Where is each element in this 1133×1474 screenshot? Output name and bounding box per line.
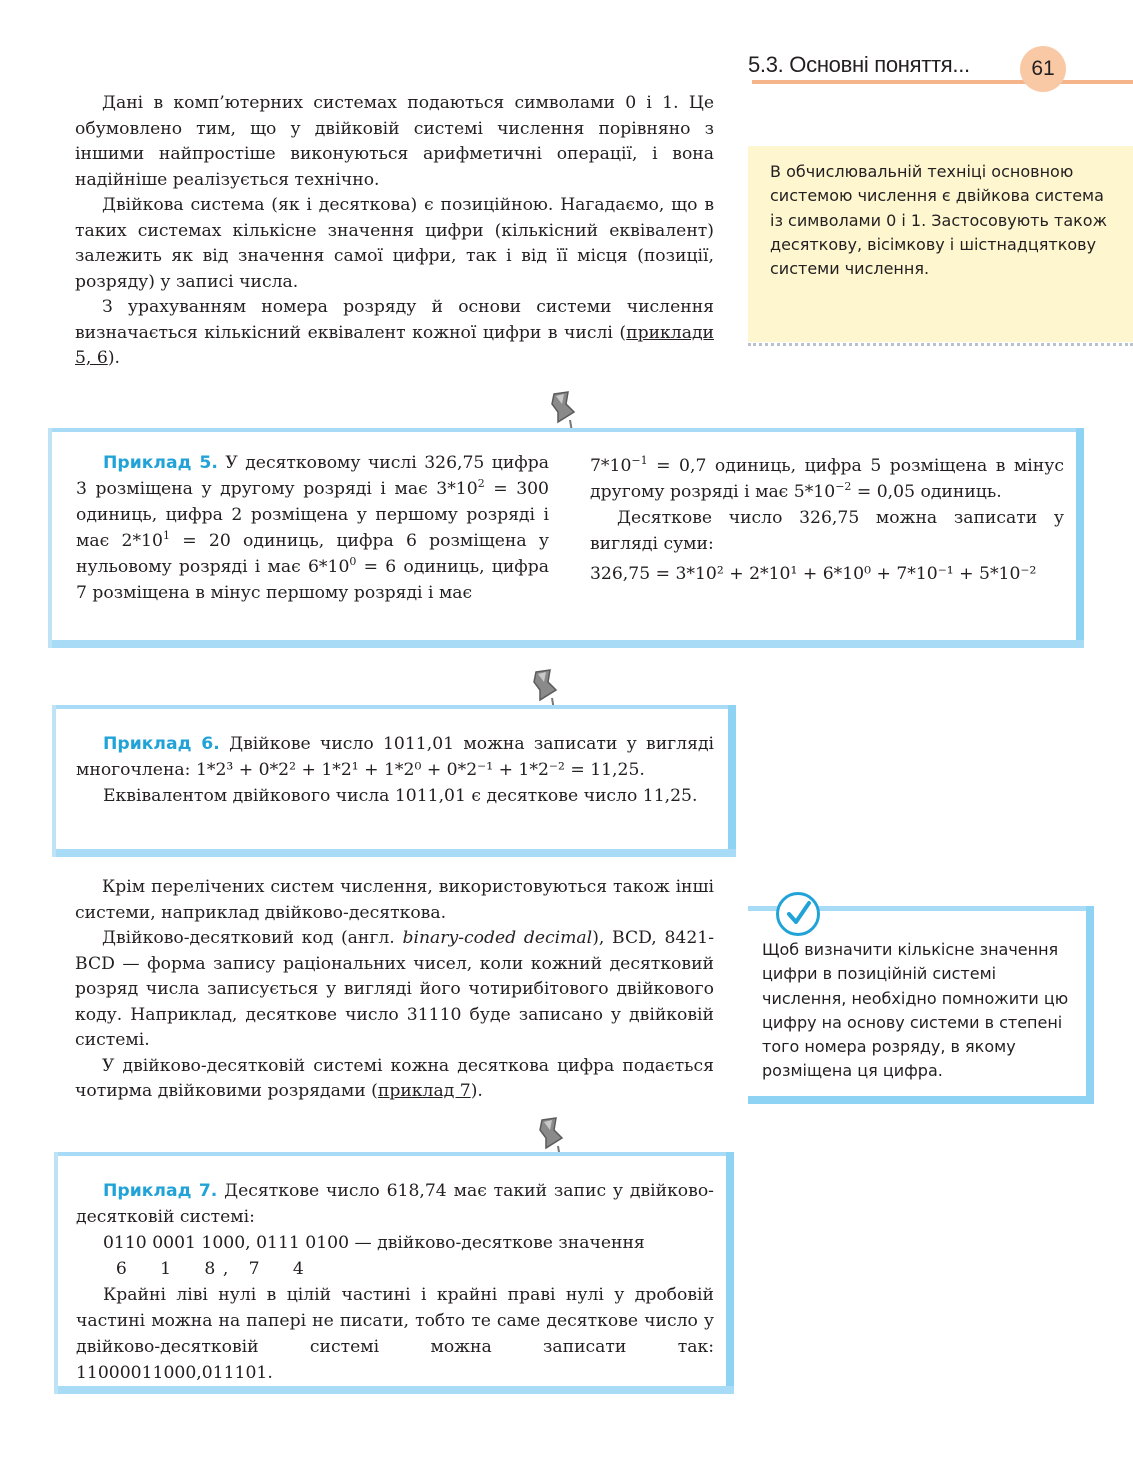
intro-paragraph-1: Дані в комп’ютерних системах подаються символами 0 і 1. Це обумовлено тим, що у двійковій системі числення порівняно з іншими найпростіше виконуються арифметичні операції, і вона надійніше реалізується технічно. — [75, 93, 714, 190]
middle-text — [75, 875, 714, 1105]
intro-paragraph-2: Двійкова система (як і десяткова) є позиційною. Нагадаємо, що в таких системах кількісне значення цифри (кількісний еквівалент) залежить як від значення самої цифри, так і від її місця (позиції, розряду) у записі числа. — [75, 195, 714, 292]
middle-paragraph-3: У двійково-десятковій системі кожна десяткова цифра подається чотирма двійковими розрядами (приклад 7). — [75, 1055, 714, 1101]
side-note-divider — [748, 343, 1133, 346]
example7-text: Приклад 7. Десяткове число 618,74 має такий запис у двійково-десятковій системі: 0110 0001 1000, 0111 0100 — двійково-десяткове значення 6 1 8 , 7 4 Крайні ліві нулі в цілій частині і крайні праві нулі у дробовій частині можна на папері не писати, тобто те саме десяткове число у двійково-десятковій системі можна записати так: 11000011000,011101. — [76, 1178, 714, 1386]
example6-polynomial: 1*2³ + 0*2² + 1*2¹ + 1*2⁰ + 0*2⁻¹ + 1*2⁻² = 11,25. — [195, 760, 645, 780]
example7-link[interactable]: приклад 7 — [377, 1081, 471, 1101]
example6-text: Приклад 6. Двійкове число 1011,01 можна записати у вигляді многочлена: 1*2³ + 0*2² + 1*2¹ + 1*2⁰ + 0*2⁻¹ + 1*2⁻² = 11,25. Еквівалентом двійкового числа 1011,01 є десяткове число 11,25. — [76, 731, 714, 809]
example5-paragraph-2: Десяткове число 326,75 можна записати у вигляді суми: — [590, 508, 1064, 554]
formula-5x10-minus2: $5*10^{-2} = 0,05$ — [793, 480, 916, 502]
checkmark-icon — [776, 892, 820, 936]
example5-sum-formula: 326,75 = 3*10² + 2*10¹ + 6*10⁰ + 7*10⁻¹ + 5*10⁻² — [590, 564, 1037, 584]
example7-label: Приклад 7. — [103, 1181, 218, 1201]
example5-label: Приклад 5. — [103, 453, 218, 473]
header-rule — [752, 80, 1133, 84]
example5-right-column: $7*10^{-1} = 0,7$ одиниць, цифра 5 розміщена в мінус другому розряді і має $5*10^{-2} = 0,05$ одиниць. Десяткове число 326,75 можна записати у вигляді суми: 326,75 = 3*10² + 2*10¹ + 6*10⁰ + 7*10⁻¹ + 5*10⁻² — [590, 453, 1064, 587]
formula-2x10-1: $2*10^1 = 20$ — [121, 529, 231, 551]
intro-paragraph-3: З урахуванням номера розряду й основи системи числення визначається кількісний еквівалент кожної цифри в числі (приклади 5, 6). — [75, 297, 714, 368]
page-number: 61 — [1020, 46, 1066, 92]
middle-paragraph-1: Крім перелічених систем числення, використовуються також інші системи, наприклад двійково-десяткова. — [75, 877, 714, 923]
examples-link[interactable]: приклади 5, 6 — [75, 322, 714, 368]
tip-text: Щоб визначити кількісне значення цифри в позиційній системі числення, необхідно помножити цю цифру на основу системи в степені того номера розряду, в якому розміщена ця цифра. — [762, 940, 1069, 1081]
example7-paragraph-2: Крайні ліві нулі в цілій частині і крайні праві нулі у дробовій частині можна на папері не писати, тобто те саме десяткове число у двійково-десятковій системі можна записати так: 11000011000,011101. — [76, 1285, 714, 1383]
example7-bcd-code: 0110 0001 1000, 0111 0100 — двійково-десяткове значення — [103, 1233, 645, 1253]
formula-7x10-minus1: $7*10^{-1} = 0,7$ — [590, 454, 707, 476]
section-title: 5.3. Основні поняття... — [748, 52, 970, 77]
example5-left-column: Приклад 5. У десятковому числі 326,75 цифра 3 розміщена у другому розряді і має $3*10^2 = 300$ одиниць, цифра 2 розміщена у першому розряді і має $2*10^1 = 20$ одиниць, цифра 6 розміщена у нульовому розряді і має $6*10^0 = 6$ одиниць, цифра 7 розміщена в мінус першому розряді і має — [76, 453, 550, 603]
intro-text — [75, 91, 714, 372]
middle-paragraph-2: Двійково-десятковий код (англ. binary-coded decimal), BCD, 8421-BCD — форма запису раціональних чисел, коли кожний десятковий розряд числа записується у вигляді його чотирибітового двійкового коду. Наприклад, десяткове число 31110 буде записано у двійковій системі. — [75, 928, 714, 1050]
side-note-text: В обчислювальній техніці основною системою числення є двійкова система із символами 0 і 1. Застосовують також десяткову, вісімкову і шістнадцяткову системи числення. — [770, 162, 1108, 279]
example7-decimal-digits: 6 1 8 , 7 4 — [103, 1259, 305, 1279]
formula-6x10-0: $6*10^0 = 6$ — [307, 555, 397, 577]
example6-paragraph-2: Еквівалентом двійкового числа 1011,01 є десяткове число 11,25. — [103, 786, 698, 806]
example6-label: Приклад 6. — [103, 734, 220, 754]
formula-3x10-2: $3*10^2 = 300$ — [436, 477, 549, 499]
